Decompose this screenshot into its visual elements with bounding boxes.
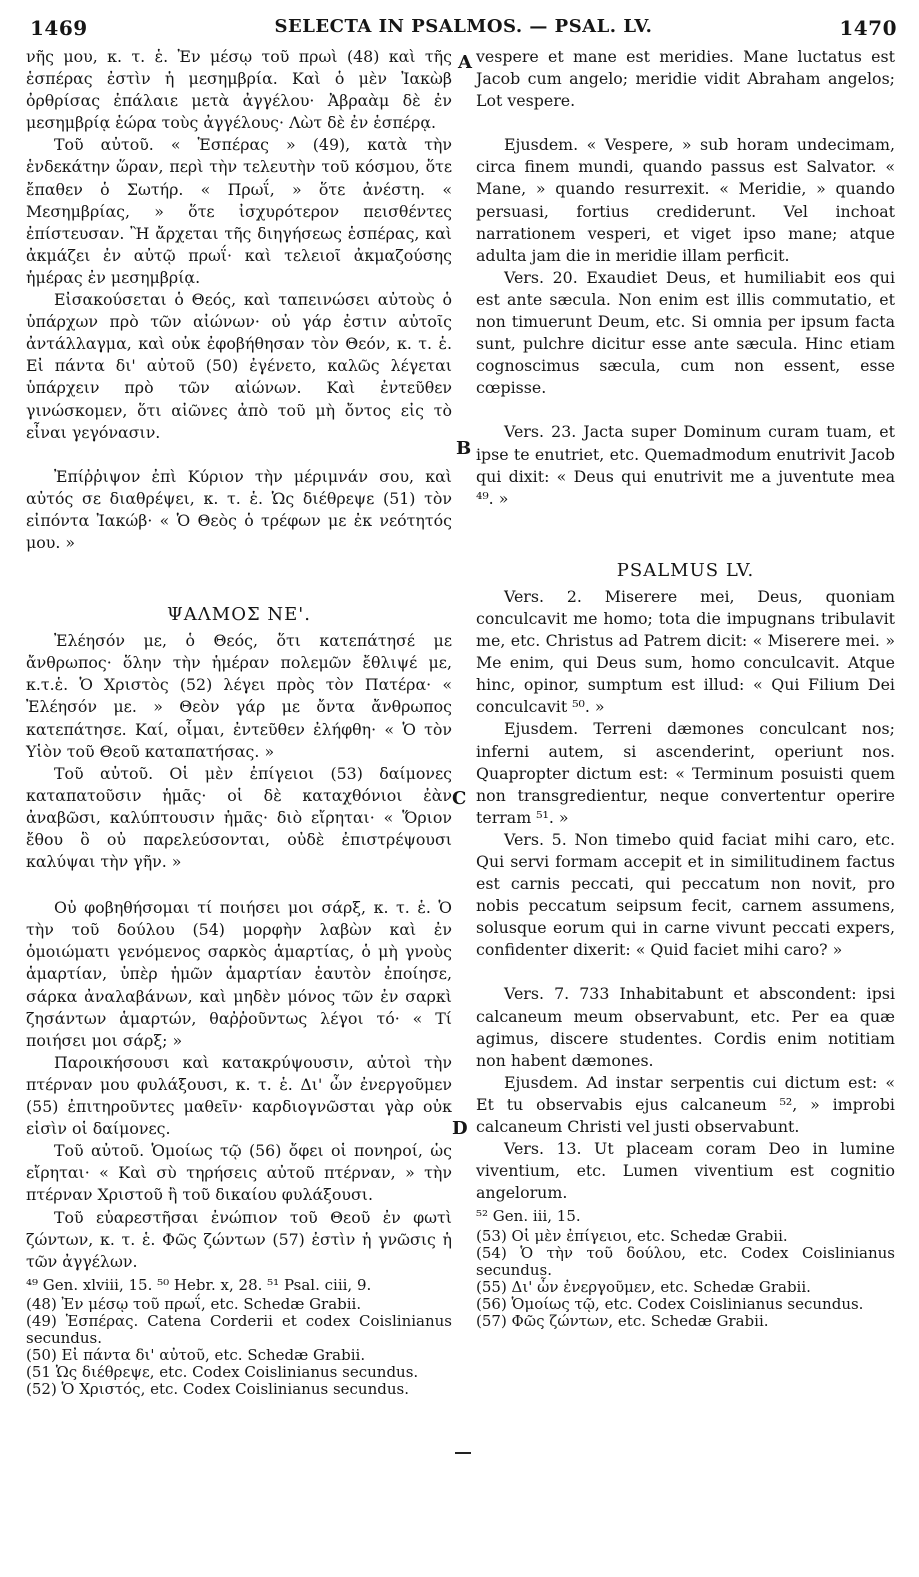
footnote: (54) Ὁ τὴν τοῦ δούλου, etc. Codex Coislinianus secundus. — [476, 1243, 895, 1279]
greek-paragraph: Εἰσακούσεται ὁ Θεός, καὶ ταπεινώσει αὐτοὺς ὁ ὑπάρχων πρὸ τῶν αἰώνων· οὐ γάρ ἐστιν αὐτοῖς ἀντάλλαγμα, καὶ οὐκ ἐφοβήθησαν τὸν Θεόν, κ. τ. ἑ. Εἰ πάντα δι' αὐτοῦ (50) ἐγένετο, καλῶς λέγεται ὑπάρχειν πρὸ τῶν αἰώνων. Καὶ ἐντεῦθεν γινώσκομεν, ὅτι αἰῶνες ἀπὸ τοῦ μὴ ὄντος εἰς τὸ εἶναι γεγόνασιν. — [26, 290, 452, 442]
greek-column — [26, 46, 452, 1398]
latin-paragraph: Ejusdem. Terreni dæmones conculcant nos; inferni autem, si ascenderint, operiunt nos. Quapropter dictum est: « Terminum posuisti quem non transgredientur, neque convertentur operire terram ⁵¹. » — [476, 719, 895, 827]
greek-paragraph: Τοῦ αὐτοῦ. Οἱ μὲν ἐπίγειοι (53) δαίμονες καταπατοῦσιν ἡμᾶς· οἱ δὲ καταχθόνιοι ἐὰν ἀναβῶσι, καλύπτουσιν ἡμᾶς· διὸ εἴρηται· « Ὅριον ἔθου ὃ οὐ παρελεύσονται, οὐδὲ ἐπιστρέψουσι καλύψαι τὴν γῆν. » — [26, 763, 452, 872]
margin-letter-c: C — [452, 788, 467, 809]
page-number-right: 1470 — [839, 16, 897, 40]
running-header — [30, 16, 897, 42]
footnote: (51 Ὡς διέθρεψε, etc. Codex Coislinianus secundus. — [26, 1362, 419, 1381]
latin-paragraph: vespere et mane est meridies. Mane luctatus est Jacob cum angelo; meridie vidit Abraham angelos; Lot vespere. — [476, 47, 895, 111]
footnote: (52) Ὁ Χριστός, etc. Codex Coislinianus secundus. — [26, 1379, 409, 1398]
greek-paragraph: Παροικήσουσι καὶ κατακρύψουσιν, αὐτοὶ τὴν πτέρναν μου φυλάξουσι, κ. τ. ἑ. Δι' ὧν ἐνεργοῦμεν (55) ἐπιτηροῦντες μαθεῖν· καρδιογνῶσται γὰρ οὐκ εἰσὶν οἱ δαίμονες. — [26, 1052, 452, 1139]
footnote: (50) Εἰ πάντα δι' αὐτοῦ, etc. Schedæ Grabii. — [26, 1345, 366, 1364]
greek-paragraph: Ἐλέησόν με, ὁ Θεός, ὅτι κατεπάτησέ με ἄνθρωπος· ὅλην τὴν ἡμέραν πολεμῶν ἔθλιψέ με, κ.τ.ἑ. Ὁ Χριστὸς (52) λέγει πρὸς τὸν Πατέρα· « Ἐλέησόν με. » Θεὸν γάρ με ὄντα ἄνθρωπος κατεπάτησε. Καί, οἶμαι, ἐντεῦθεν ἐλήφθη· « Ὁ τὸν Υἱὸν τοῦ Θεοῦ καταπατήσας. » — [26, 631, 452, 761]
latin-column — [476, 46, 895, 1330]
footnote: (48) Ἐν μέσῳ τοῦ πρωΐ, etc. Schedæ Grabii. — [26, 1294, 362, 1313]
bottom-rule — [455, 1452, 471, 1454]
footnote: (55) Δι' ὧν ἐνεργοῦμεν, etc. Schedæ Grabii. — [476, 1277, 811, 1296]
latin-paragraph: Vers. 7. 733 Inhabitabunt et abscondent: ipsi calcaneum meum observabunt, etc. Per ea quæ agimus, discere studentes. Cordis enim notitiam non habent dæmones. — [476, 984, 895, 1070]
greek-psalm-heading: ΨΑΛΜΟΣ ΝΕ'. — [167, 604, 311, 626]
latin-paragraph: Vers. 23. Jacta super Dominum curam tuam, et ipse te enutriet, etc. Quemadmodum enutrivit Jacob qui dixit: « Deus qui enutrivit me a juventute mea ⁴⁹. » — [476, 422, 895, 508]
latin-paragraph: Vers. 20. Exaudiet Deus, et humiliabit eos qui est ante sæcula. Non enim est illis commutatio, et non timuerunt Deum, etc. Si omnia per ipsum facta sunt, pulchre dicitur esse ante sæcula. Hinc etiam cognoscimus sæcula, cum non essent, esse cœpisse. — [476, 267, 895, 398]
margin-letter-d: D — [452, 1118, 468, 1139]
latin-paragraph: Vers. 5. Non timebo quid faciat mihi caro, etc. Qui servi formam accepit et in similitudinem factus est carnis peccati, qui peccatum non novit, pro nobis peccatum seipsum fecit, carnem assumens, solusque eorum qui in carne vivunt peccati expers, confidenter dixerit: « Quid faciet mihi caro? » — [476, 829, 895, 960]
page-number-left: 1469 — [30, 16, 88, 40]
footnote: (53) Οἱ μὲν ἐπίγειοι, etc. Schedæ Grabii. — [476, 1226, 788, 1245]
margin-letter-a: A — [458, 52, 472, 73]
footnote: (57) Φῶς ζώντων, etc. Schedæ Grabii. — [476, 1311, 769, 1330]
running-title: SELECTA IN PSALMOS. — PSAL. LV. — [274, 16, 653, 37]
latin-psalm-heading: PSALMUS LV. — [616, 559, 755, 581]
latin-paragraph: Vers. 2. Miserere mei, Deus, quoniam conculcavit me homo; tota die impugnans tribulavit me, etc. Christus ad Patrem dicit: « Miserere mei. » Me enim, qui Deus sum, homo conculcavit. Atque hinc, opinor, sumptum est illud: « Qui Filium Dei conculcavit ⁵⁰. » — [476, 586, 895, 717]
margin-letter-b: B — [456, 438, 472, 459]
footnote: (56) Ὁμοίως τῷ, etc. Codex Coislinianus secundus. — [476, 1294, 864, 1313]
latin-paragraph: Vers. 13. Ut placeam coram Deo in lumine viventium, etc. Lumen viventium est cognitio angelorum. — [476, 1139, 895, 1203]
footnote: (49) Ἑσπέρας. Catena Corderii et codex Coislinianus secundus. — [26, 1311, 452, 1347]
scripture-references: ⁴⁹ Gen. xlviii, 15. ⁵⁰ Hebr. x, 28. ⁵¹ Psal. ciii, 9. — [26, 1275, 372, 1294]
greek-paragraph: Τοῦ εὐαρεστῆσαι ἐνώπιον τοῦ Θεοῦ ἐν φωτὶ ζώντων, κ. τ. ἑ. Φῶς ζώντων (57) ἐστὶν ἡ γνῶσις ἡ τῶν ἀγγέλων. — [26, 1207, 452, 1271]
latin-paragraph: Ejusdem. « Vespere, » sub horam undecimam, circa finem mundi, quando passus est Salvator. « Mane, » quando resurrexit. « Meridie, » quando persuasi, fortius crediderunt. Vel inchoat narrationem vesperi, et viget ipso mane; atque adulta jam die in meridie illam perficit. — [476, 135, 895, 265]
scripture-references: ⁵² Gen. iii, 15. — [476, 1207, 581, 1226]
greek-paragraph: Τοῦ αὐτοῦ. Ὁμοίως τῷ (56) ὄφει οἱ πονηροί, ὡς εἴρηται· « Καὶ σὺ τηρήσεις αὐτοῦ πτέρναν, » τὴν πτέρναν Χριστοῦ ἢ τοῦ δικαίου φυλάξουσι. — [26, 1141, 452, 1205]
greek-paragraph: Οὐ φοβηθήσομαι τί ποιήσει μοι σάρξ, κ. τ. ἑ. Ὁ τὴν τοῦ δούλου (54) μορφὴν λαβὼν καὶ ἐν ὁμοιώματι γενόμενος σαρκὸς ἁμαρτίας, ὁ μὴ γνοὺς ἁμαρτίαν, ὑπὲρ ἡμῶν ἁμαρτίαν ἑαυτὸν ἐποίησε, σάρκα ἀναλαβάνων, καὶ μηδὲν μόνος τῶν ἐν σαρκὶ ζησάντων ἁμαρτών, θαῤῥοῦντως λέγοι τό· « Τί ποιήσει μοι σάρξ; » — [26, 898, 452, 1050]
latin-paragraph: Ejusdem. Ad instar serpentis cui dictum est: « Et tu observabis ejus calcaneum ⁵², » improbi calcaneum Christi vel justi observabunt. — [476, 1072, 895, 1137]
greek-paragraph: Ἐπίῤῥιψον ἐπὶ Κύριον τὴν μέριμνάν σου, καὶ αὐτός σε διαθρέψει, κ. τ. ἑ. Ὡς διέθρεψε (51) τὸν εἰπόντα Ἰακώβ· « Ὁ Θεὸς ὁ τρέφων με ἐκ νεότητός μου. » — [26, 466, 452, 552]
greek-paragraph: Τοῦ αὐτοῦ. « Ἑσπέρας » (49), κατὰ τὴν ἑνδεκάτην ὥραν, περὶ τὴν τελευτὴν τοῦ κόσμου, ὅτε ἔπαθεν ὁ Σωτήρ. « Πρωΐ, » ὅτε ἀνέστη. « Μεσημβρίας, » ὅτε ἰσχυρότερον πεισθέντες ἐπίστευσαν. Ἢ ἄρχεται τῆς διηγήσεως ἑσπέρας, καὶ ἀκμάζει ἐν αὐτῷ πρωΐ· καὶ τελειοῖ ἀκμαζούσης ἡμέρας ἐν μεσημβρίᾳ. — [26, 135, 452, 287]
greek-paragraph: νῆς μου, κ. τ. ἑ. Ἐν μέσῳ τοῦ πρωὶ (48) καὶ τῆς ἑσπέρας ἐστὶν ἡ μεσημβρία. Καὶ ὁ μὲν Ἰακὼβ ὀρθρίσας ἐπάλαιε μετὰ ἀγγέλου· Ἀβραὰμ δὲ ἐν μεσημβρίᾳ ἑώρα τοὺς ἀγγέλους· Λὼτ δὲ ἐν ἑσπέρᾳ. — [26, 47, 452, 133]
